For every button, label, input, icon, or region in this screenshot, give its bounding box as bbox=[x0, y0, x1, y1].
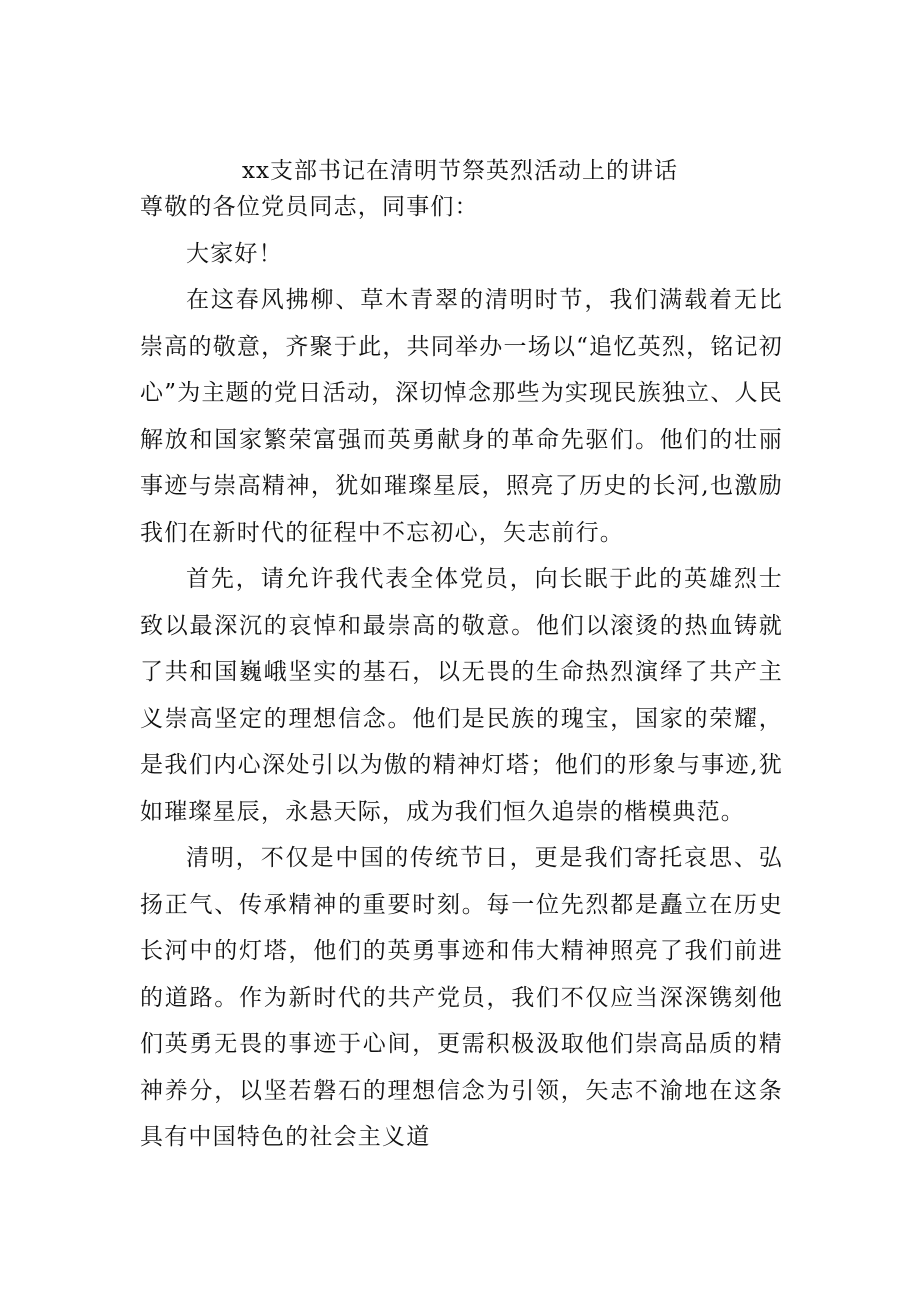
paragraph-greeting: 大家好！ bbox=[186, 240, 283, 267]
paragraph-opening: 在这春风拂柳、草木青翠的清明时节，我们满载着无比崇高的敬意，齐聚于此，共同举办一场以“追忆英烈，铭记初心”为主题的党日活动，深切悼念那些为实现民族独立、人民解放和国家繁荣富强而英勇献身的革命先驱们。他们的壮丽事迹与崇高精神，犹如璀璨星辰，照亮了历史的长河,也激励我们在新时代的征程中不忘初心，矢志前行。 bbox=[140, 287, 783, 546]
paragraph-qingming: 清明，不仅是中国的传统节日，更是我们寄托哀思、弘扬正气、传承精神的重要时刻。每一位先烈都是矗立在历史长河中的灯塔，他们的英勇事迹和伟大精神照亮了我们前进的道路。作为新时代的共产党员，我们不仅应当深深镌刻他们英勇无畏的事迹于心间，更需积极汲取他们崇高品质的精神养分，以坚若磐石的理想信念为引领，矢志不渝地在这条具有中国特色的社会主义道 bbox=[140, 845, 783, 1150]
document-body bbox=[140, 184, 783, 1161]
paragraph-tribute: 首先，请允许我代表全体党员，向长眠于此的英雄烈士致以最深沉的哀悼和最崇高的敬意。他们以滚烫的热血铸就了共和国巍峨坚实的基石，以无畏的生命热烈演绎了共产主义崇高坚定的理想信念。他们是民族的瑰宝，国家的荣耀，是我们内心深处引以为傲的精神灯塔；他们的形象与事迹,犹如璀璨星辰，永悬天际，成为我们恒久追崇的楷模典范。 bbox=[140, 566, 783, 825]
salutation: 尊敬的各位党员同志，同事们： bbox=[140, 194, 479, 220]
document-title: xx支部书记在清明节祭英烈活动上的讲话 bbox=[242, 158, 678, 184]
